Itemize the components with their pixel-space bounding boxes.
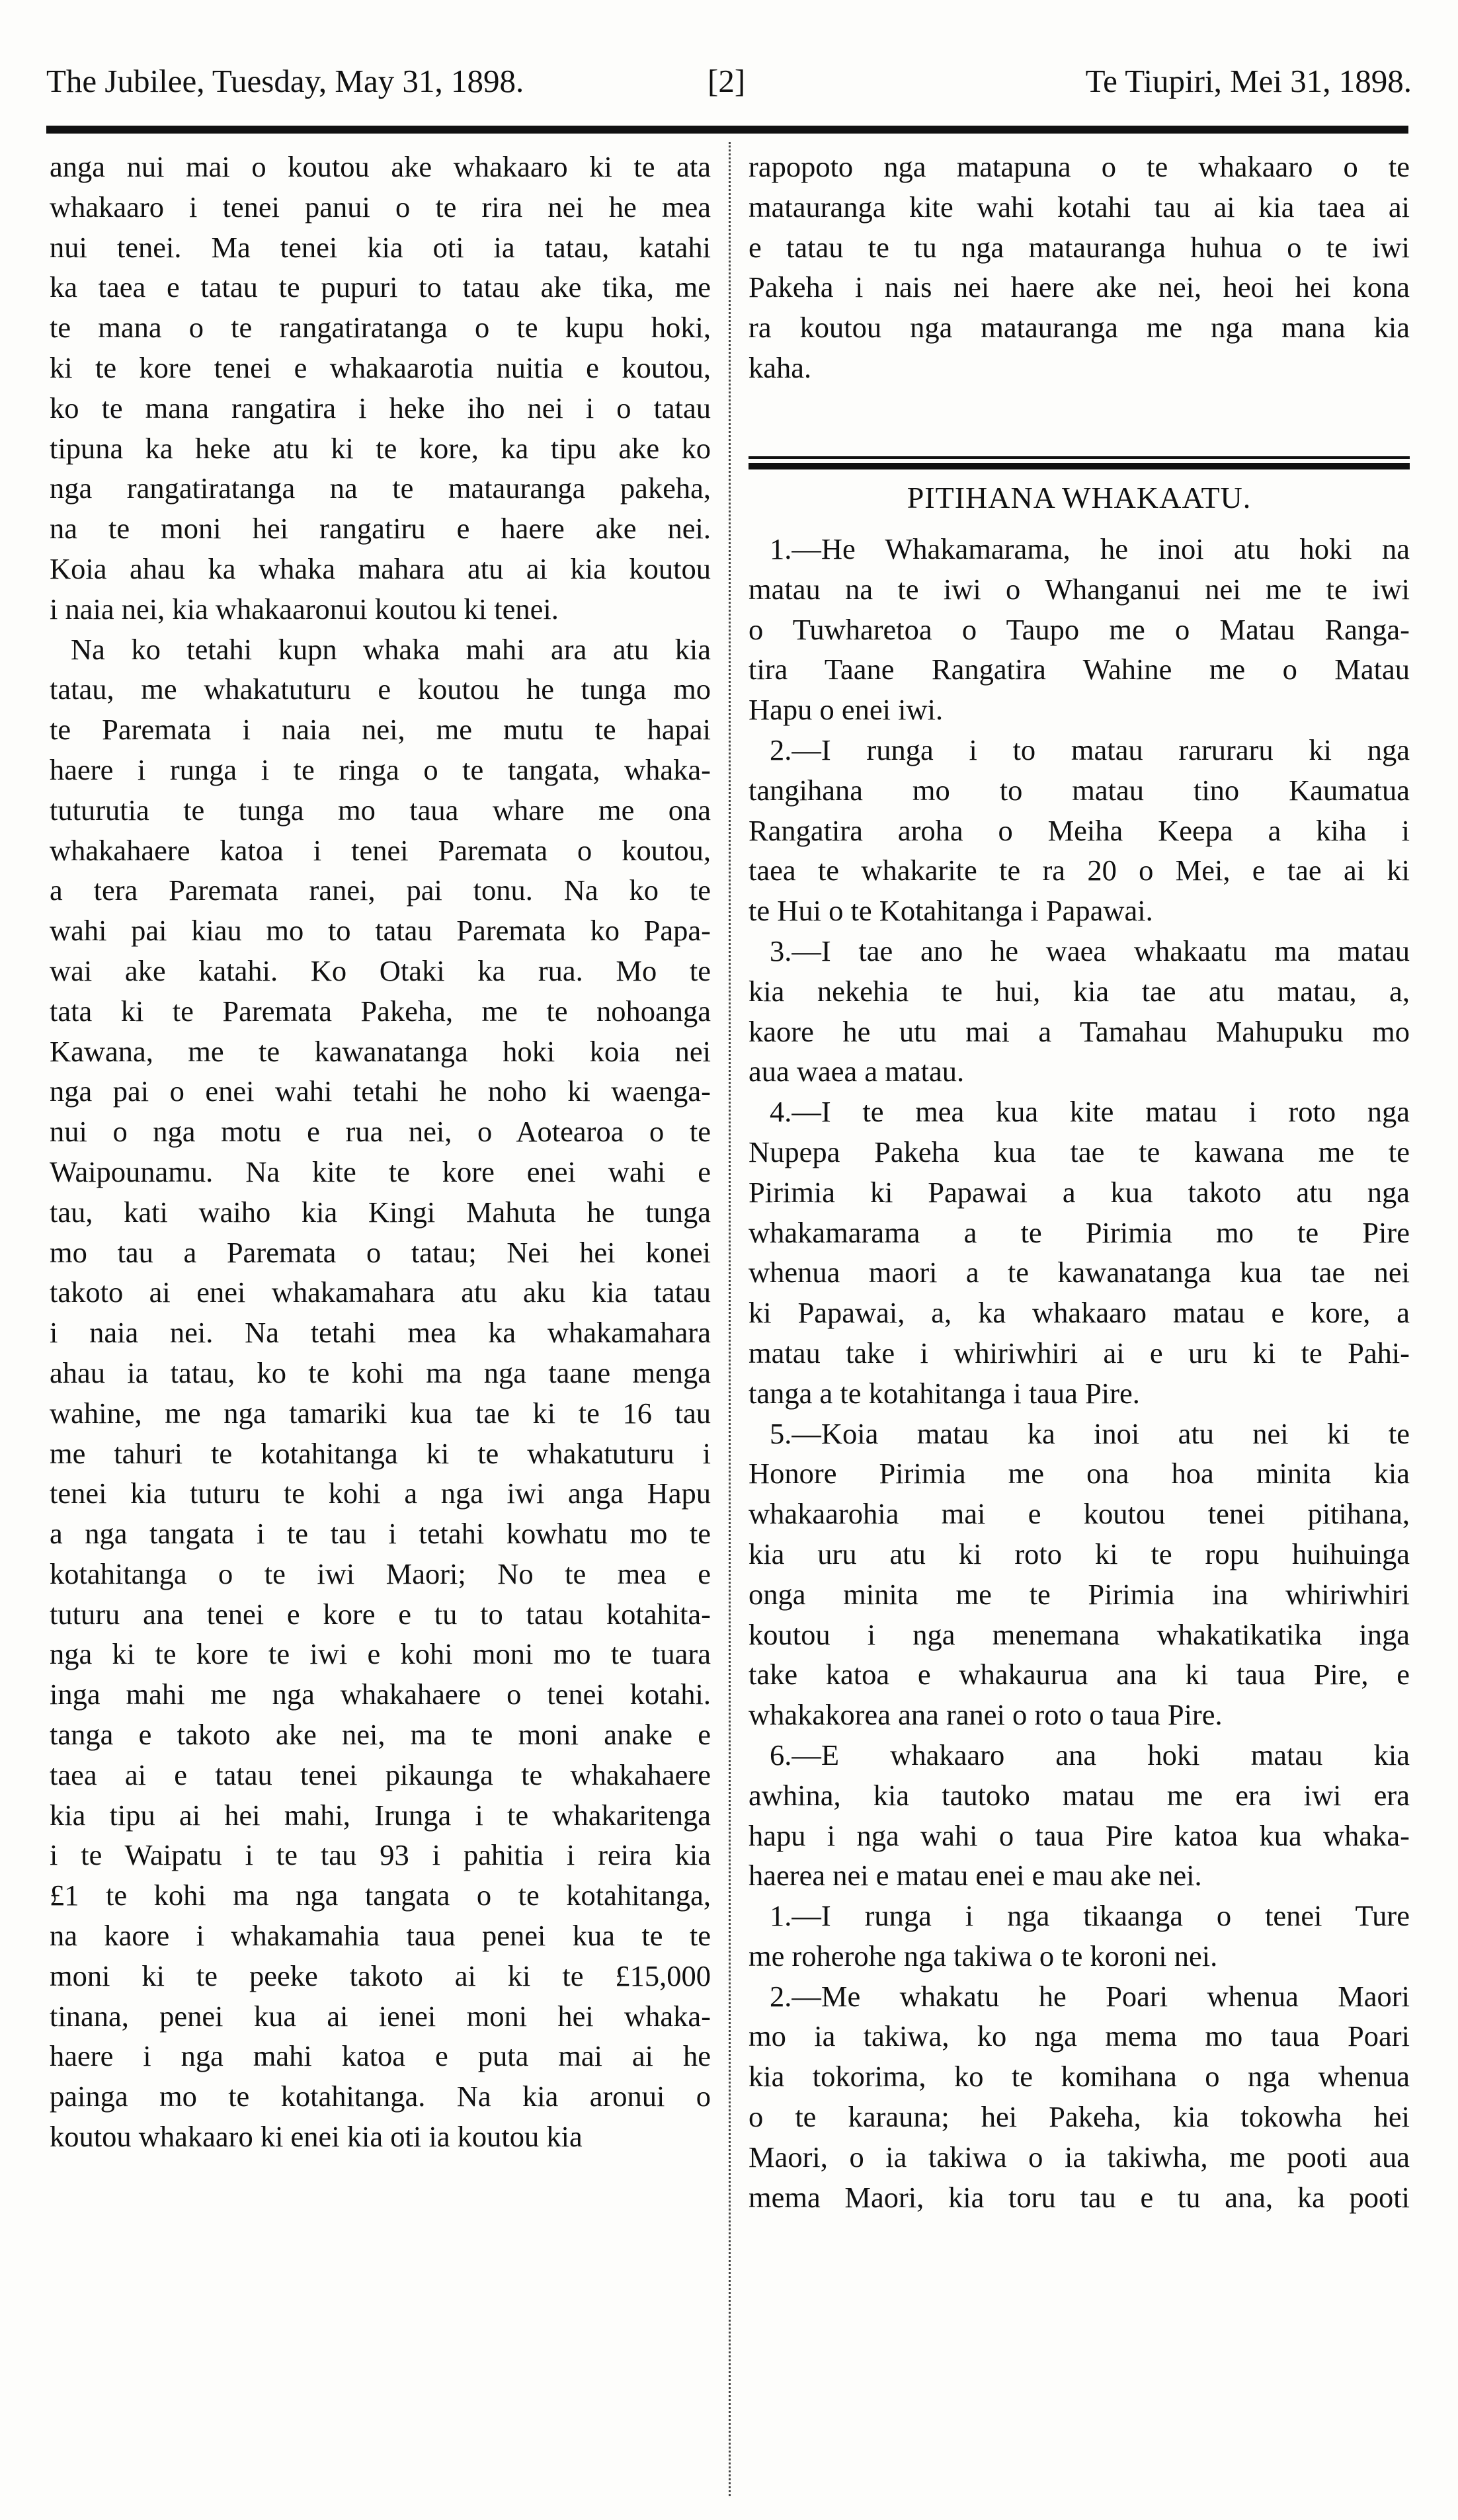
header-rule bbox=[46, 126, 1408, 134]
text-line: Waipounamu. Na kite te kore enei wahi e bbox=[50, 1155, 711, 1188]
text-line: kaore he utu mai a Tamahau Mahupuku mo bbox=[749, 1014, 1410, 1048]
text-line: matau take i whiriwhiri ai e uru ki te Pahi- bbox=[749, 1336, 1410, 1369]
text-line: Pirimia ki Papawai a kua takoto atu nga bbox=[749, 1175, 1410, 1209]
text-line: whakamarama a te Pirimia mo te Pire bbox=[749, 1215, 1410, 1249]
text-line: nui tenei. Ma tenei kia oti ia tatau, katahi bbox=[50, 230, 711, 264]
header-english-date: The Jubilee, Tuesday, May 31, 1898. bbox=[46, 63, 524, 99]
text-line: haere i nga mahi katoa e puta mai ai he bbox=[50, 2039, 711, 2073]
text-line: mo ia takiwa, ko nga mema mo taua Poari bbox=[749, 2019, 1410, 2053]
text-line: takoto ai enei whakamahara atu aku kia tatau bbox=[50, 1276, 711, 1309]
text-line: nga ki te kore te iwi e kohi moni mo te tuara bbox=[50, 1637, 711, 1671]
text-line: onga minita me te Pirimia ina whiriwhiri bbox=[749, 1577, 1410, 1611]
text-line: Honore Pirimia me ona hoa minita kia bbox=[749, 1457, 1410, 1490]
text-line: aua waea a matau. bbox=[749, 1055, 965, 1088]
text-line: ahau ia tatau, ko te kohi ma nga taane menga bbox=[50, 1356, 711, 1389]
column-divider bbox=[729, 142, 731, 2496]
text-line: a tera Paremata ranei, pai tonu. Na ko te bbox=[50, 874, 711, 907]
text-line: matau na te iwi o Whanganui nei me te iwi bbox=[749, 572, 1410, 606]
text-line: me roherohe nga takiwa o te koroni nei. bbox=[749, 1939, 1218, 1972]
text-line: matauranga kite wahi kotahi tau ai kia taea ai bbox=[749, 190, 1410, 224]
text-line: o Tuwharetoa o Taupo me o Matau Ranga- bbox=[749, 612, 1410, 646]
text-line: haerea nei e matau enei e mau ake nei. bbox=[749, 1859, 1202, 1892]
text-line: tipuna ka heke atu ki te kore, ka tipu ake ko bbox=[50, 431, 711, 465]
text-line: ki te kore tenei e whakaarotia nuitia e koutou, bbox=[50, 350, 711, 384]
text-line: a nga tangata i te tau i tetahi kowhatu mo te bbox=[50, 1517, 711, 1551]
section-separator bbox=[749, 456, 1410, 472]
text-line: Na ko tetahi kupn whaka mahi ara atu kia bbox=[71, 632, 711, 666]
text-line: take katoa e whakaurua ana ki taua Pire, e bbox=[749, 1658, 1410, 1691]
text-line: mema Maori, kia toru tau e tu ana, ka pooti bbox=[749, 2180, 1410, 2214]
text-line: nga rangatiratanga na te matauranga pakeha, bbox=[50, 471, 711, 505]
text-line: wahi pai kiau mo to tatau Paremata ko Papa- bbox=[50, 914, 711, 948]
text-line: hapu i nga wahi o taua Pire katoa kua whaka- bbox=[749, 1818, 1410, 1852]
text-line: ra koutou nga matauranga me nga mana kia bbox=[749, 311, 1410, 345]
page-header bbox=[46, 52, 1412, 111]
text-line: nga pai o enei wahi tetahi he noho ki waenga- bbox=[50, 1075, 711, 1108]
text-line: tanga e takoto ake nei, ma te moni anake e bbox=[50, 1718, 711, 1752]
text-line: Rangatira aroha o Meiha Keepa a kiha i bbox=[749, 813, 1410, 847]
text-line: ka taea e tatau te pupuri to tatau ake tika, me bbox=[50, 270, 711, 304]
text-line: i naia nei, kia whakaaronui koutou ki tenei. bbox=[50, 592, 559, 626]
text-line: moni ki te peeke takoto ai ki te £15,000 bbox=[50, 1959, 711, 1992]
text-line: te mana o te rangatiratanga o te kupu hoki, bbox=[50, 311, 711, 345]
text-line: haere i runga i te ringa o te tangata, whaka- bbox=[50, 752, 711, 786]
text-line: wai ake katahi. Ko Otaki ka rua. Mo te bbox=[50, 954, 711, 987]
text-line: painga mo te kotahitanga. Na kia aronui o bbox=[50, 2080, 711, 2113]
text-line: Kawana, me te kawanatanga hoki koia nei bbox=[50, 1034, 711, 1068]
text-line: whakaarohia mai e koutou tenei pitihana, bbox=[749, 1497, 1410, 1531]
text-line: kotahitanga o te iwi Maori; No te mea e bbox=[50, 1557, 711, 1590]
text-line: nui o nga motu e rua nei, o Aotearoa o te bbox=[50, 1115, 711, 1149]
text-line: 1.—I runga i nga tikaanga o tenei Ture bbox=[770, 1899, 1410, 1933]
text-line: te Paremata i naia nei, me mutu te hapai bbox=[50, 713, 711, 747]
text-line: kia nekehia te hui, kia tae atu matau, a, bbox=[749, 974, 1410, 1008]
text-line: whakaaro i tenei panui o te rira nei he mea bbox=[50, 190, 711, 224]
text-line: taea te whakarite te ra 20 o Mei, e tae ai ki bbox=[749, 854, 1410, 887]
text-line: Maori, o ia takiwa o ia takiwha, me pooti aua bbox=[749, 2140, 1410, 2174]
text-line: kia uru atu ki roto ki te ropu huihuinga bbox=[749, 1537, 1410, 1570]
text-line: 6.—E whakaaro ana hoki matau kia bbox=[770, 1738, 1410, 1771]
text-line: 1.—He Whakamarama, he inoi atu hoki na bbox=[770, 532, 1410, 565]
page-number: [2] bbox=[708, 63, 746, 99]
text-line: £1 te kohi ma nga tangata o te kotahitanga, bbox=[50, 1879, 711, 1912]
text-line: i te Waipatu i te tau 93 i pahitia i reira kia bbox=[50, 1838, 711, 1872]
text-line: tanga a te kotahitanga i taua Pire. bbox=[749, 1376, 1140, 1410]
text-line: mo tau a Paremata o tatau; Nei hei konei bbox=[50, 1235, 711, 1269]
text-line: whenua maori a te kawanatanga kua tae nei bbox=[749, 1256, 1410, 1289]
text-line: tau, kati waiho kia Kingi Mahuta he tunga bbox=[50, 1195, 711, 1229]
text-line: 2.—I runga i to matau raruraru ki nga bbox=[770, 733, 1410, 766]
text-line: tangihana mo to matau tino Kaumatua bbox=[749, 773, 1410, 807]
text-line: tenei kia tuturu te kohi a nga iwi anga Hapu bbox=[50, 1477, 711, 1510]
text-line: tatau, me whakatuturu e koutou he tunga mo bbox=[50, 672, 711, 706]
text-line: i naia nei. Na tetahi mea ka whakamahara bbox=[50, 1316, 711, 1350]
text-line: o te karauna; hei Pakeha, kia tokowha hei bbox=[749, 2100, 1410, 2134]
text-line: Pakeha i nais nei haere ake nei, heoi hei kona bbox=[749, 270, 1410, 304]
text-line: kia tipu ai hei mahi, Irunga i te whakaritenga bbox=[50, 1798, 711, 1832]
text-line: whakahaere katoa i tenei Paremata o koutou, bbox=[50, 833, 711, 867]
text-line: wahine, me nga tamariki kua tae ki te 16 tau bbox=[50, 1396, 711, 1430]
text-line: te Hui o te Kotahitanga i Papawai. bbox=[749, 894, 1153, 928]
text-line: koutou whakaaro ki enei kia oti ia koutou kia bbox=[50, 2120, 583, 2154]
text-line: whakakorea ana ranei o roto o taua Pire. bbox=[749, 1698, 1223, 1732]
header-maori-date: Te Tiupiri, Mei 31, 1898. bbox=[1085, 63, 1412, 99]
text-line: ki Papawai, a, ka whakaaro matau e kore, a bbox=[749, 1296, 1410, 1330]
text-line: taea ai e tatau tenei pikaunga te whakahaere bbox=[50, 1758, 711, 1791]
text-line: Hapu o enei iwi. bbox=[749, 693, 944, 727]
text-line: 2.—Me whakatu he Poari whenua Maori bbox=[770, 1979, 1410, 2013]
text-line: e tatau te tu nga matauranga huhua o te iwi bbox=[749, 230, 1410, 264]
text-line: tuturutia te tunga mo taua whare me ona bbox=[50, 793, 711, 827]
text-line: ko te mana rangatira i heke iho nei i o tatau bbox=[50, 391, 711, 425]
text-line: Nupepa Pakeha kua tae te kawana me te bbox=[749, 1135, 1410, 1168]
text-line: 5.—Koia matau ka inoi atu nei ki te bbox=[770, 1416, 1410, 1450]
text-line: tinana, penei kua ai ienei moni hei whaka- bbox=[50, 1999, 711, 2033]
text-line: tuturu ana tenei e kore e tu to tatau kotahita- bbox=[50, 1597, 711, 1631]
text-line: awhina, kia tautoko matau me era iwi era bbox=[749, 1778, 1410, 1812]
right-column-top bbox=[749, 147, 1410, 388]
text-line: na te moni hei rangatiru e haere ake nei. bbox=[50, 512, 711, 546]
right-column-petition bbox=[749, 529, 1410, 2217]
text-line: me tahuri te kotahitanga ki te whakatuturu i bbox=[50, 1436, 711, 1470]
text-line: koutou i nga menemana whakatikatika inga bbox=[749, 1617, 1410, 1651]
text-line: anga nui mai o koutou ake whakaaro ki te ata bbox=[50, 150, 711, 183]
left-column bbox=[50, 147, 711, 2157]
text-line: kia tokorima, ko te komihana o nga whenua bbox=[749, 2060, 1410, 2093]
text-line: inga mahi me nga whakahaere o tenei kotahi. bbox=[50, 1678, 711, 1711]
text-line: tira Taane Rangatira Wahine me o Matau bbox=[749, 653, 1410, 686]
text-line: Koia ahau ka whaka mahara atu ai kia koutou bbox=[50, 551, 711, 585]
text-line: rapopoto nga matapuna o te whakaaro o te bbox=[749, 150, 1410, 183]
section-title: PITIHANA WHAKAATU. bbox=[907, 481, 1252, 514]
text-line: kaha. bbox=[749, 350, 812, 384]
text-line: 4.—I te mea kua kite matau i roto nga bbox=[770, 1095, 1410, 1129]
text-line: 3.—I tae ano he waea whakaatu ma matau bbox=[770, 934, 1410, 967]
text-line: tata ki te Paremata Pakeha, me te nohoanga bbox=[50, 994, 711, 1028]
text-line: na kaore i whakamahia taua penei kua te te bbox=[50, 1919, 711, 1953]
